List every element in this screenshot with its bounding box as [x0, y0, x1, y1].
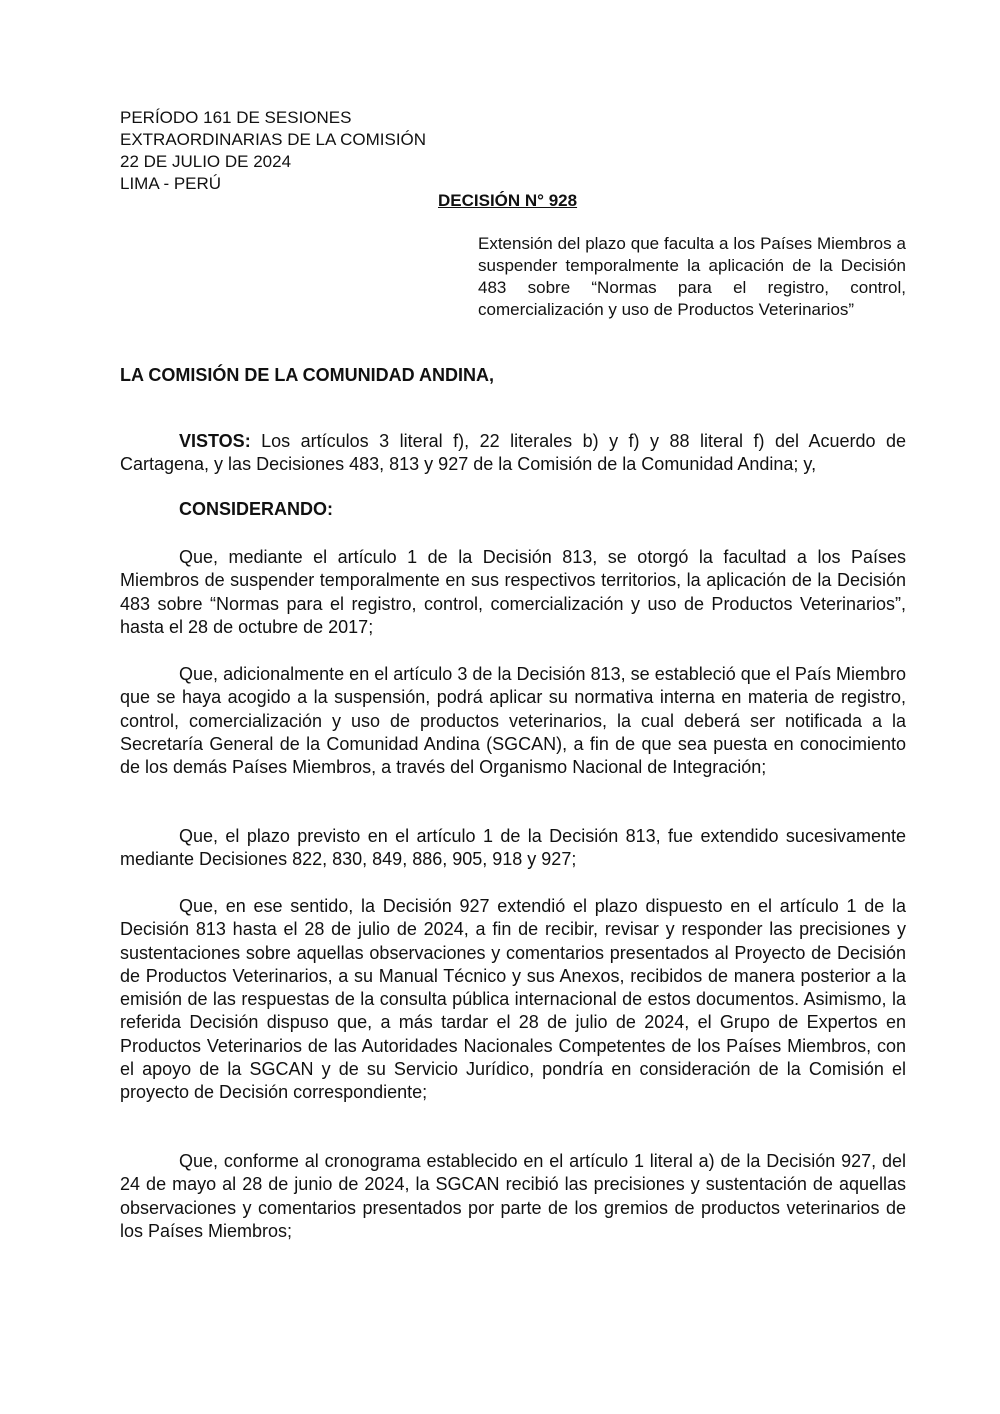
- session-place: LIMA - PERÚ: [120, 174, 222, 193]
- session-date: 22 DE JULIO DE 2024: [120, 152, 292, 171]
- paragraph-2: [120, 663, 906, 779]
- paragraph-1: [120, 546, 906, 639]
- commission-heading: LA COMISIÓN DE LA COMUNIDAD ANDINA,: [120, 365, 494, 385]
- session-type: EXTRAORDINARIAS DE LA COMISIÓN: [120, 130, 427, 149]
- paragraph-3-text: Que, el plazo previsto en el artículo 1 de la Decisión 813, fue extendido sucesivamente mediante Decisiones 822, 830, 849, 886, 905, 918 y 927;: [120, 826, 906, 870]
- session-header: [120, 107, 426, 195]
- considerando-heading: CONSIDERANDO:: [179, 499, 334, 519]
- paragraph-5-text: Que, conforme al cronograma establecido en el artículo 1 literal a) de la Decisión 927, del 24 de mayo al 28 de junio de 2024, la SGCAN recibió las precisiones y sustentación de aquellas observaciones y comentarios presentados por parte de los gremios de productos veterinarios de los Países Miembros;: [120, 1151, 906, 1241]
- paragraph-3: [120, 825, 906, 872]
- session-period: PERÍODO 161 DE SESIONES: [120, 108, 352, 127]
- paragraph-5: [120, 1150, 906, 1243]
- decision-summary: Extensión del plazo que faculta a los Países Miembros a suspender temporalmente la aplicación de la Decisión 483 sobre “Normas para el registro, control, comercialización y uso de Productos Veterinarios”: [478, 234, 906, 319]
- decision-title: DECISIÓN N° 928: [438, 191, 578, 210]
- paragraph-1-text: Que, mediante el artículo 1 de la Decisión 813, se otorgó la facultad a los Países Miembros de suspender temporalmente en sus respectivos territorios, la aplicación de la Decisión 483 sobre “Normas para el registro, control, comercialización y uso de Productos Veterinarios”, hasta el 28 de octubre de 2017;: [120, 547, 906, 637]
- paragraph-4-text: Que, en ese sentido, la Decisión 927 extendió el plazo dispuesto en el artículo 1 de la Decisión 813 hasta el 28 de julio de 2024, a fin de recibir, revisar y responder las precisiones y sustentaciones sobre aquellas observaciones y comentarios presentados al Proyecto de Decisión de Productos Veterinarios, a su Manual Técnico y sus Anexos, recibidos de manera posterior a la emisión de las respuestas de la consulta pública internacional de estos documentos. Asimismo, la referida Decisión dispuso que, a más tardar el 28 de julio de 2024, el Grupo de Expertos en Productos Veterinarios de las Autoridades Nacionales Competentes de los Países Miembros, con el apoyo de la SGCAN y de su Servicio Jurídico, pondría en consideración de la Comisión el proyecto de Decisión correspondiente;: [120, 896, 906, 1103]
- vistos-paragraph: [120, 430, 906, 477]
- paragraph-4: [120, 895, 906, 1105]
- vistos-text: Los artículos 3 literal f), 22 literales b) y f) y 88 literal f) del Acuerdo de Cartagena, y las Decisiones 483, 813 y 927 de la Comisión de la Comunidad Andina; y,: [120, 431, 906, 475]
- paragraph-2-text: Que, adicionalmente en el artículo 3 de la Decisión 813, se estableció que el País Miembro que se haya acogido a la suspensión, podrá aplicar su normativa interna en materia de registro, control, comercialización y uso de productos veterinarios, la cual deberá ser notificada a la Secretaría General de la Comunidad Andina (SGCAN), a fin de que sea puesta en conocimiento de los demás Países Miembros, a través del Organismo Nacional de Integración;: [120, 664, 906, 778]
- vistos-label: VISTOS:: [179, 431, 251, 451]
